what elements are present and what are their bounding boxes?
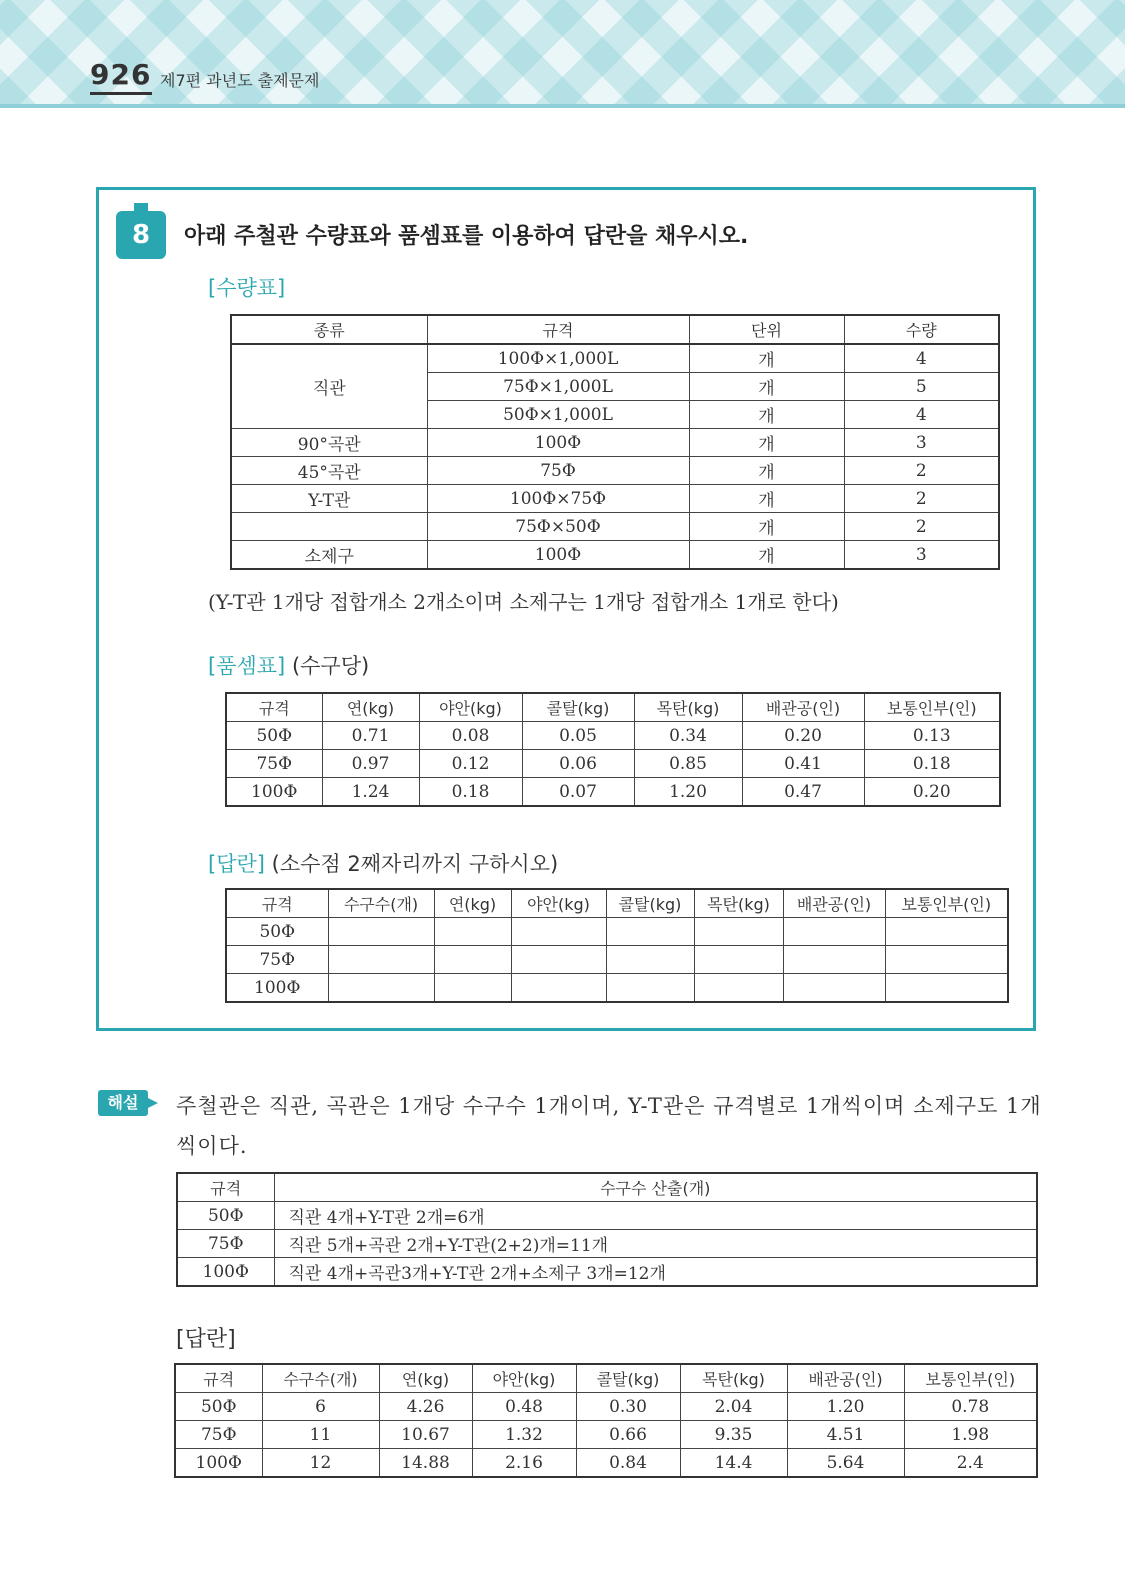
explanation-text: 주철관은 직관, 곡관은 1개당 수구수 1개이며, Y-T관은 규격별로 1개씩이며 소제구도 1개씩이다.	[176, 1094, 1042, 1158]
cell: 0.13	[864, 722, 1000, 750]
cell: 2.4	[904, 1449, 1037, 1478]
cell: 12	[262, 1449, 379, 1478]
cell: 0.30	[576, 1393, 680, 1421]
type-cell: Y-T관	[231, 485, 427, 513]
table-header-row	[177, 1173, 1037, 1202]
qty-cell: 2	[844, 485, 999, 513]
answer-label: [답란]	[176, 1327, 236, 1352]
spec-cell: 100Φ	[226, 974, 328, 1003]
blank-answer-title	[208, 848, 558, 878]
cell: 0.34	[634, 722, 742, 750]
chapter-title: 제7편 과년도 출제문제	[160, 71, 320, 90]
header-cell: 배관공(인)	[742, 693, 864, 722]
spec-cell: 100Φ×75Φ	[427, 485, 689, 513]
spec-cell: 75Φ×1,000L	[427, 373, 689, 401]
table-row	[231, 541, 999, 570]
cell: 0.18	[419, 778, 522, 807]
cell: 0.18	[864, 750, 1000, 778]
question-number: 8	[116, 211, 166, 259]
unit-cell: 개	[689, 373, 844, 401]
cell: 2.16	[472, 1449, 576, 1478]
table-row	[226, 722, 1000, 750]
header-cell: 보통인부(인)	[904, 1364, 1037, 1393]
cell: 0.07	[522, 778, 634, 807]
blank-cell	[783, 918, 885, 946]
cell: 1.98	[904, 1421, 1037, 1449]
blank-cell	[885, 918, 1008, 946]
table-row	[175, 1449, 1037, 1478]
blank-answer-label: [답란]	[208, 852, 265, 876]
table-row	[231, 485, 999, 513]
unit-cell: 개	[689, 485, 844, 513]
table-row	[175, 1421, 1037, 1449]
header-cell: 수량	[844, 315, 999, 344]
header-divider	[0, 104, 1125, 108]
blank-cell	[606, 946, 694, 974]
cell: 50Φ	[226, 722, 322, 750]
calc-table	[176, 1172, 1038, 1287]
table-row	[231, 429, 999, 457]
header-cell: 야안(kg)	[511, 889, 606, 918]
header-cell: 수구수(개)	[262, 1364, 379, 1393]
type-cell	[231, 513, 427, 541]
answer-table	[174, 1363, 1038, 1478]
labor-table	[225, 692, 1001, 807]
header-cell: 규격	[226, 889, 328, 918]
cell: 0.12	[419, 750, 522, 778]
spec-cell: 50Φ×1,000L	[427, 401, 689, 429]
table-row	[175, 1393, 1037, 1421]
cell: 1.24	[322, 778, 419, 807]
table-row	[226, 918, 1008, 946]
table-row	[177, 1258, 1037, 1287]
qty-cell: 2	[844, 457, 999, 485]
cell: 10.67	[379, 1421, 472, 1449]
header-cell: 연(kg)	[434, 889, 511, 918]
blank-cell	[694, 918, 783, 946]
header-cell: 콜탈(kg)	[606, 889, 694, 918]
unit-cell: 개	[689, 401, 844, 429]
header-cell: 수구수 산출(개)	[274, 1173, 1037, 1202]
header-cell: 목탄(kg)	[680, 1364, 787, 1393]
table-header-row	[175, 1364, 1037, 1393]
unit-cell: 개	[689, 344, 844, 373]
page-number: 926	[90, 58, 152, 91]
blank-cell	[606, 974, 694, 1003]
header-cell: 목탄(kg)	[694, 889, 783, 918]
unit-cell: 개	[689, 541, 844, 570]
unit-cell: 개	[689, 457, 844, 485]
header-cell: 야안(kg)	[419, 693, 522, 722]
qty-cell: 4	[844, 344, 999, 373]
calc-cell: 직관 4개+Y-T관 2개=6개	[274, 1202, 1037, 1230]
qty-cell: 2	[844, 513, 999, 541]
table-header-row	[226, 889, 1008, 918]
spec-cell: 75Φ	[427, 457, 689, 485]
cell: 0.78	[904, 1393, 1037, 1421]
cell: 0.05	[522, 722, 634, 750]
blank-cell	[783, 946, 885, 974]
table-row	[177, 1230, 1037, 1258]
header-cell: 콜탈(kg)	[576, 1364, 680, 1393]
spec-cell: 100Φ	[427, 541, 689, 570]
header-cell: 야안(kg)	[472, 1364, 576, 1393]
cell: 5.64	[787, 1449, 904, 1478]
explanation-badge: 해설	[98, 1090, 148, 1116]
blank-cell	[511, 946, 606, 974]
cell: 50Φ	[175, 1393, 262, 1421]
type-cell: 45°곡관	[231, 457, 427, 485]
calc-cell: 직관 4개+곡관3개+Y-T관 2개+소제구 3개=12개	[274, 1258, 1037, 1287]
quantity-table	[230, 314, 1000, 570]
question-number-badge	[116, 203, 168, 261]
page-number-underline	[90, 92, 152, 95]
blank-cell	[328, 974, 434, 1003]
header-cell: 규격	[175, 1364, 262, 1393]
spec-cell: 75Φ×50Φ	[427, 513, 689, 541]
qty-cell: 3	[844, 541, 999, 570]
table-header-row	[226, 693, 1000, 722]
cell: 0.71	[322, 722, 419, 750]
blank-cell	[783, 974, 885, 1003]
cell: 0.08	[419, 722, 522, 750]
header-cell: 목탄(kg)	[634, 693, 742, 722]
table-row	[177, 1202, 1037, 1230]
cell: 0.48	[472, 1393, 576, 1421]
header-cell: 배관공(인)	[787, 1364, 904, 1393]
unit-cell: 개	[689, 429, 844, 457]
qty-cell: 3	[844, 429, 999, 457]
blank-cell	[606, 918, 694, 946]
cell: 4.51	[787, 1421, 904, 1449]
quantity-table-label: [수량표]	[208, 276, 286, 300]
blank-cell	[694, 974, 783, 1003]
qty-cell: 5	[844, 373, 999, 401]
cell: 75Φ	[175, 1421, 262, 1449]
blank-cell	[328, 946, 434, 974]
unit-cell: 개	[689, 513, 844, 541]
blank-cell	[885, 974, 1008, 1003]
header-cell: 보통인부(인)	[864, 693, 1000, 722]
table-row	[226, 946, 1008, 974]
header-cell: 단위	[689, 315, 844, 344]
table-row	[226, 778, 1000, 807]
calc-cell: 직관 5개+곡관 2개+Y-T관(2+2)개=11개	[274, 1230, 1037, 1258]
table-row	[231, 457, 999, 485]
header-cell: 수구수(개)	[328, 889, 434, 918]
header-cell: 규격	[427, 315, 689, 344]
blank-cell	[434, 918, 511, 946]
cell: 0.84	[576, 1449, 680, 1478]
cell: 6	[262, 1393, 379, 1421]
spec-cell: 75Φ	[177, 1230, 274, 1258]
cell: 0.85	[634, 750, 742, 778]
spec-cell: 50Φ	[177, 1202, 274, 1230]
header-cell: 콜탈(kg)	[522, 693, 634, 722]
cell: 1.32	[472, 1421, 576, 1449]
cell: 75Φ	[226, 750, 322, 778]
header-cell: 연(kg)	[322, 693, 419, 722]
cell: 0.20	[742, 722, 864, 750]
cell: 1.20	[787, 1393, 904, 1421]
table-row	[226, 750, 1000, 778]
labor-table-sublabel: (수구당)	[291, 654, 370, 678]
qty-cell: 4	[844, 401, 999, 429]
spec-cell: 50Φ	[226, 918, 328, 946]
cell: 0.97	[322, 750, 419, 778]
cell: 0.47	[742, 778, 864, 807]
header-cell: 연(kg)	[379, 1364, 472, 1393]
header-band	[0, 0, 1125, 108]
spec-cell: 100Φ	[177, 1258, 274, 1287]
cell: 0.06	[522, 750, 634, 778]
table-row	[231, 344, 999, 373]
cell: 9.35	[680, 1421, 787, 1449]
cell: 1.20	[634, 778, 742, 807]
spec-cell: 100Φ	[427, 429, 689, 457]
table-row	[226, 974, 1008, 1003]
spec-cell: 75Φ	[226, 946, 328, 974]
type-cell: 직관	[231, 344, 427, 429]
cell: 14.88	[379, 1449, 472, 1478]
question-text: 아래 주철관 수량표와 품셈표를 이용하여 답란을 채우시오.	[184, 224, 749, 249]
cell: 2.04	[680, 1393, 787, 1421]
blank-cell	[434, 974, 511, 1003]
cell: 4.26	[379, 1393, 472, 1421]
blank-cell	[694, 946, 783, 974]
quantity-note: (Y-T관 1개당 접합개소 2개소이며 소제구는 1개당 접합개소 1개로 한다)	[208, 590, 839, 614]
type-cell: 소제구	[231, 541, 427, 570]
blank-cell	[885, 946, 1008, 974]
cell: 100Φ	[175, 1449, 262, 1478]
labor-table-title	[208, 650, 369, 680]
header-cell: 보통인부(인)	[885, 889, 1008, 918]
header-cell: 종류	[231, 315, 427, 344]
cell: 0.41	[742, 750, 864, 778]
blank-cell	[511, 918, 606, 946]
cell: 100Φ	[226, 778, 322, 807]
blank-answer-sublabel: (소수점 2째자리까지 구하시오)	[271, 852, 559, 876]
blank-cell	[328, 918, 434, 946]
type-cell: 90°곡관	[231, 429, 427, 457]
cell: 0.66	[576, 1421, 680, 1449]
header-cell: 배관공(인)	[783, 889, 885, 918]
spec-cell: 100Φ×1,000L	[427, 344, 689, 373]
table-header-row	[231, 315, 999, 344]
blank-answer-table	[225, 888, 1009, 1003]
header-cell: 규격	[226, 693, 322, 722]
blank-cell	[511, 974, 606, 1003]
header-cell: 규격	[177, 1173, 274, 1202]
table-row	[231, 513, 999, 541]
cell: 0.20	[864, 778, 1000, 807]
cell: 14.4	[680, 1449, 787, 1478]
cell: 11	[262, 1421, 379, 1449]
labor-table-label: [품셈표]	[208, 654, 286, 678]
blank-cell	[434, 946, 511, 974]
